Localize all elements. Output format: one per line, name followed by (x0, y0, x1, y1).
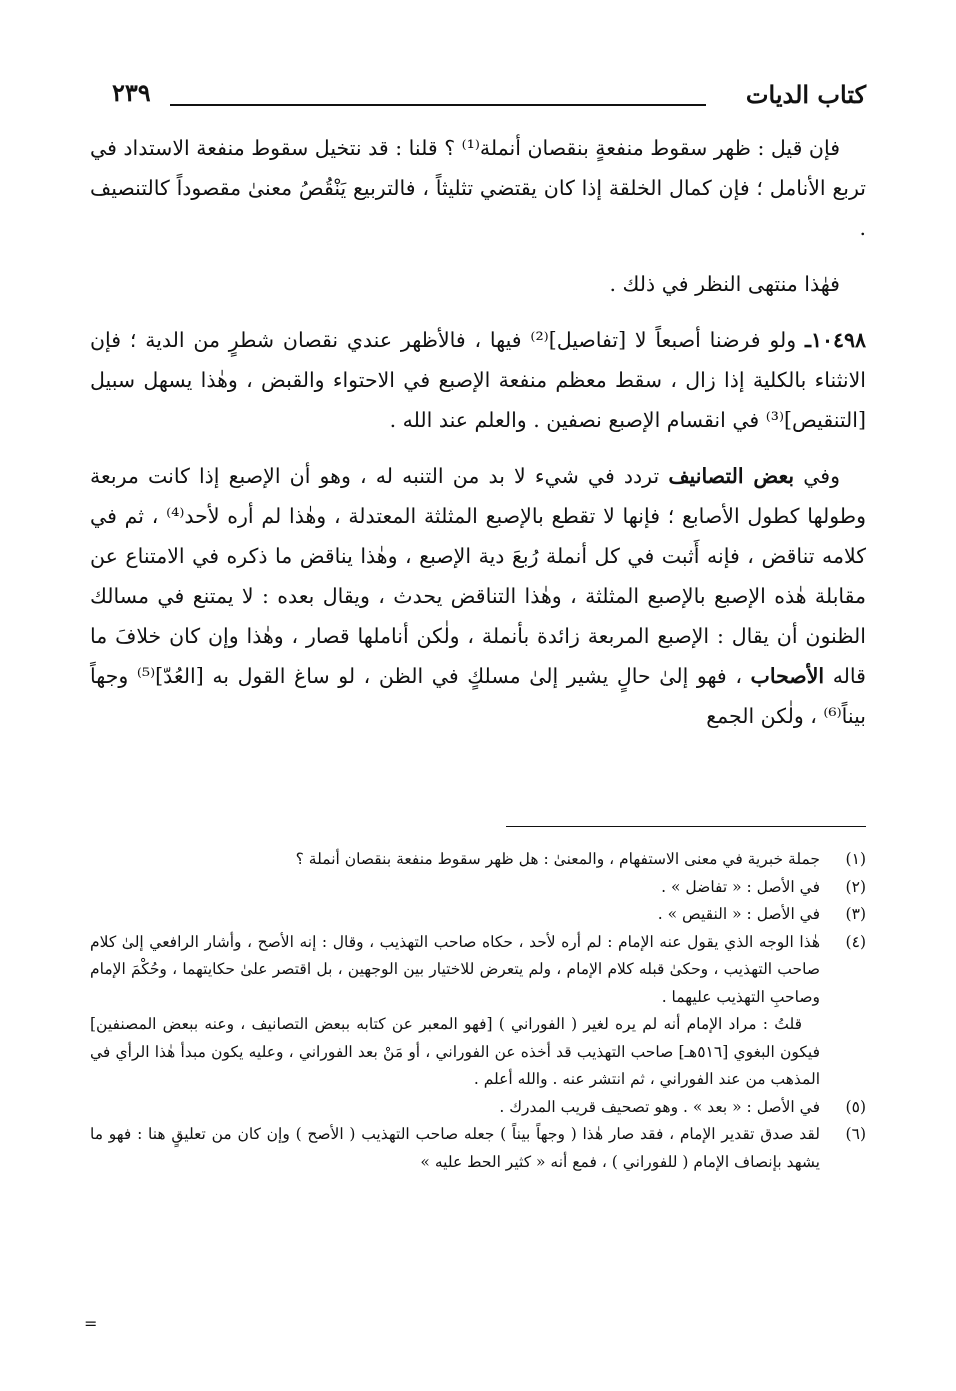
footnote-1 (90, 846, 866, 874)
footnote-number: (٤) (845, 932, 866, 951)
issue-number: ١٠٤٩٨ـ (804, 328, 867, 352)
footnote-6 (90, 1121, 866, 1176)
footnote-4 (90, 929, 866, 1012)
footnotes (90, 846, 866, 1176)
paragraph-4-part-c: تردد في شيء لا بد من التنبه له ، وهو أن الإصبع إذا كانت مربعة وطولها كطول الأصابع ؛ فإنها لا تقطع بالإصبع المثلثة المعتدلة ، وهٰذا لم أره لأحد⁽⁴⁾ ، ثم في كلامه تناقض ، فإنه أَثبت في كل أنملة رُبعَ دية الإصبع ، وهٰذا يناقض ما ذكره في الامتناع عن مقابلة هٰذه الإصبع بالإصبع المثلثة ، وهٰذا التناقض يحدث ، ويقال بعده : لا يمتنع في مسالك الظنون أن يقال : الإصبع المربعة زائدة بأنملة ، ولٰكن أناملها قصار ، وهٰذا وإن كان خلافَ ما قاله (90, 464, 866, 688)
header-rule (170, 104, 706, 106)
paragraph-4-part-e: ، فهو إلىٰ حالٍ يشير إلىٰ مسلكٍ في الظن ، لو ساغ القول به [العُدّ]⁽⁵⁾ وجهاً بيناً⁽⁶⁾ ، ولٰكن الجمع (90, 664, 866, 728)
running-title: كتاب الديات (745, 80, 866, 109)
footnote-number: (٢) (845, 877, 866, 896)
footnote-text: هٰذا الوجه الذي يقول عنه الإمام : لم أره لأحد ، حكاه صاحب التهذيب ، وقال : إنه الأصح ، وأشار الرافعي إلىٰ كلام صاحب التهذيب ، وحكىٰ قبله كلام الإمام ، ولم يتعرض للاختيار بين الوجهين ، بل اقتصر علىٰ حكايتهما ، وحُكْمَ الإمام وصاحبِ التهذيب عليهما . (90, 932, 820, 1006)
footnote-number: (٦) (845, 1125, 866, 1143)
paragraph-4 (90, 456, 866, 736)
continuation-mark: = (84, 1314, 98, 1333)
footnote-text: في الأصل : « بعد » . وهو تصحيف قريب المدرك . (499, 1097, 820, 1116)
footnote-number: (١) (845, 850, 866, 868)
bold-term-ashab: الأصحاب (750, 664, 825, 688)
footnote-3 (90, 901, 866, 929)
footnote-number: (٣) (845, 905, 866, 923)
paragraph-4-part-a: وفي (794, 464, 840, 488)
paragraph-3 (90, 320, 866, 440)
footnote-number: (٥) (845, 1097, 866, 1116)
footnote-text: في الأصل : « تفاضل » . (661, 877, 820, 896)
footnote-separator (506, 826, 866, 827)
page-header (112, 78, 866, 118)
footnote-text: لقد صدق تقدير الإمام ، فقد صار هٰذا ( وجهاً بيناً ) جعله صاحب التهذيب ( الأصح ) وإن كان من تعليقٍ هنا : فهو ما يشهد بإنصاف الإمام ( للفوراني ) ، فمع أنه « كثير الحط عليه » (90, 1125, 820, 1171)
bold-term-tasanif: بعض التصانيف (668, 464, 795, 488)
footnote-4-continuation: قلتُ : مراد الإمام أنه لم يره لغير ( الفوراني ) [فهو المعبر عن كتابه ببعض التصانيف ، وعنه ببعض المصنفين] فيكون البغوي [٥١٦هـ] صاحب التهذيب قد أخذه عن الفوراني ، أو مَنْ بعد الفوراني ، وعليه يكون مبدأ هٰذا الرأي في المذهب من عند الفوراني ، ثم انتشر عنه . والله أعلم . (90, 1015, 821, 1088)
footnote-text: في الأصل : « النقيص » . (657, 905, 820, 923)
paragraph-1: فإن قيل : ظهر سقوط منفعةٍ بنقصان أنملة⁽¹⁾ ؟ قلنا : قد نتخيل سقوط منفعة الاستداد في تربع الأنامل ؛ فإن كمال الخلقة إذا كان يقتضي تثليثاً ، فالتربيع يَنْقُصُ معنىٰ مقصوداً كالتنصيف . (90, 136, 866, 240)
paragraph-2: فهٰذا منتهى النظر في ذلك . (609, 272, 840, 296)
paragraph-3-text: ولو فرضنا أصبعاً لا [تفاصيل]⁽²⁾ فيها ، فالأظهر عندي نقصان شطرٍ من الدية ؛ فإن الانثناء بالكلية إذا زال ، سقط معظم منفعة الإصبع في الاحتواء والقبض ، وهٰذا يسهل سبيل [التنقيص]⁽³⁾ في انقسام الإصبع نصفين . والعلم عند الله . (90, 328, 866, 432)
footnote-text: جملة خبرية في معنى الاستفهام ، والمعنىٰ : هل ظهر سقوط منفعة بنقصان أنملة ؟ (295, 850, 820, 868)
footnote-2 (90, 874, 866, 902)
footnote-5 (90, 1094, 866, 1122)
page-number: ٢٣٩ (112, 78, 151, 107)
main-text (90, 128, 866, 736)
